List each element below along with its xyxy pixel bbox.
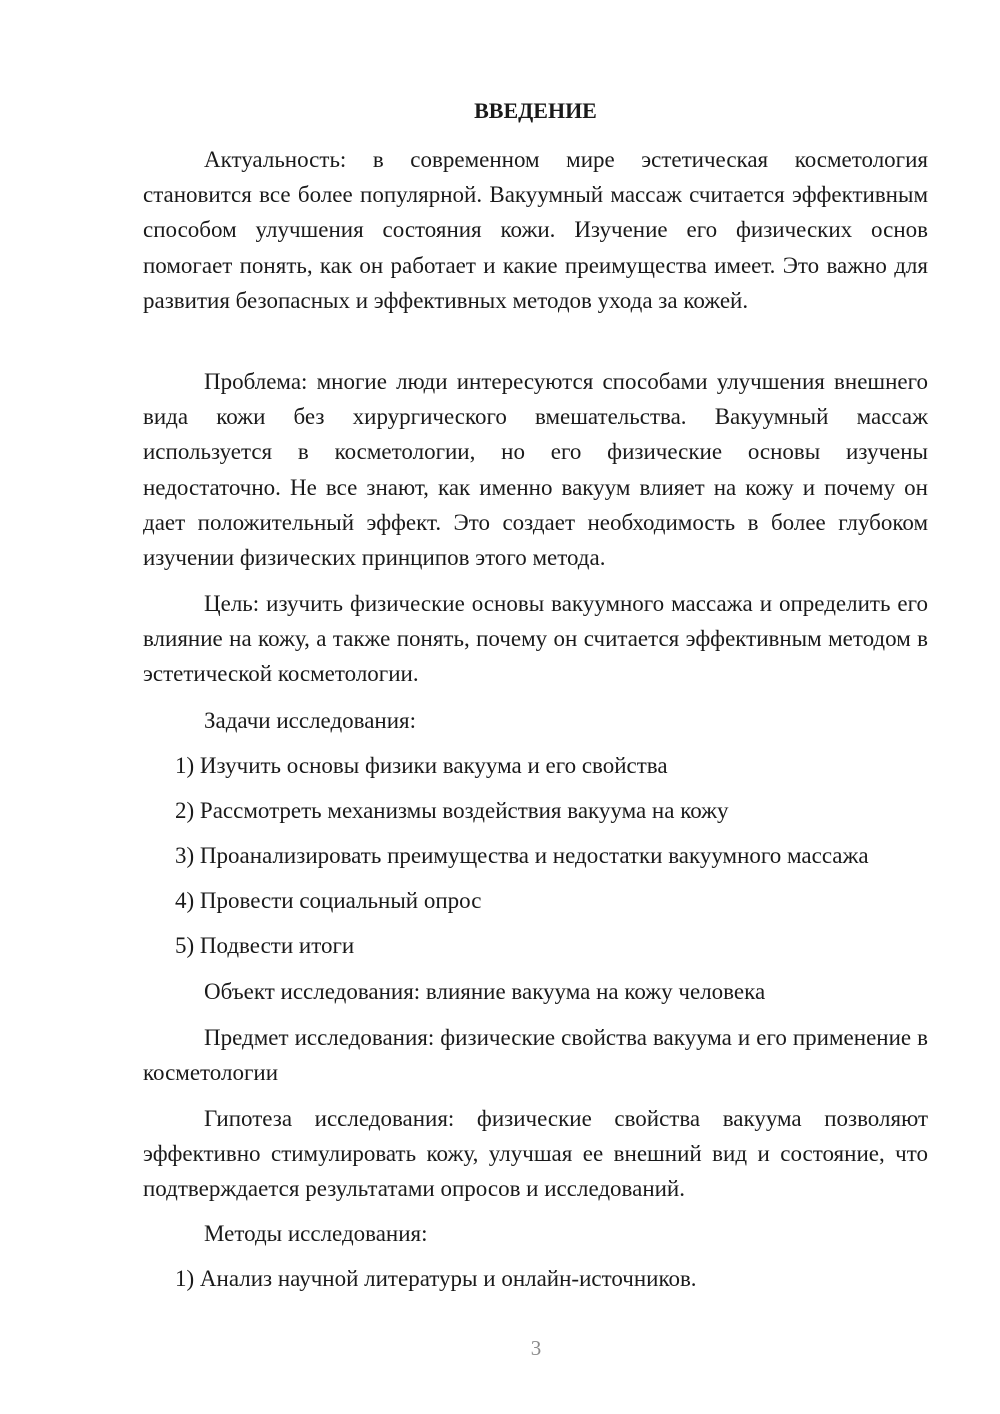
tasks-title: Задачи исследования: [204,708,417,733]
goal-paragraph: Цель: изучить физические основы вакуумного массажа и определить его влияние на кожу, а также понять, почему он считается эффективным методом в эстетической косметологии. [143,591,928,687]
problem-paragraph: Проблема: многие люди интересуются способами улучшения внешнего вида кожи без хирургического вмешательства. Вакуумный массаж используется в косметологии, но его физические основы изучены недостаточно. Не все знают, как именно вакуум влияет на кожу и почему он дает положительный эффект. Это создает необходимость в более глубоком изучении физических принципов этого метода. [143,369,928,571]
task-item: 5) Подвести итоги [175,933,355,958]
relevance-paragraph: Актуальность: в современном мире эстетическая косметология становится все более популярной. Вакуумный массаж считается эффективным способом улучшения состояния кожи. Изучение его физических основ помогает понять, как он работает и какие преимущества имеет. Это важно для развития безопасных и эффективных методов ухода за кожей. [143,147,928,313]
hypothesis-paragraph: Гипотеза исследования: физические свойства вакуума позволяют эффективно стимулировать кожу, улучшая ее внешний вид и состояние, что подтверждается результатами опросов и исследований. [143,1106,928,1202]
task-item: 1) Изучить основы физики вакуума и его свойства [175,753,668,778]
task-item: 2) Рассмотреть механизмы воздействия вакуума на кожу [175,798,729,823]
subject-paragraph: Предмет исследования: физические свойства вакуума и его применение в косметологии [143,1025,928,1086]
section-heading: ВВЕДЕНИЕ [474,98,597,123]
method-item: 1) Анализ научной литературы и онлайн-источников. [175,1266,697,1291]
methods-title: Методы исследования: [204,1221,428,1246]
object-line: Объект исследования: влияние вакуума на кожу человека [204,979,766,1004]
page-number: 3 [530,1336,542,1360]
task-item: 3) Проанализировать преимущества и недостатки вакуумного массажа [175,843,869,868]
task-item: 4) Провести социальный опрос [175,888,482,913]
